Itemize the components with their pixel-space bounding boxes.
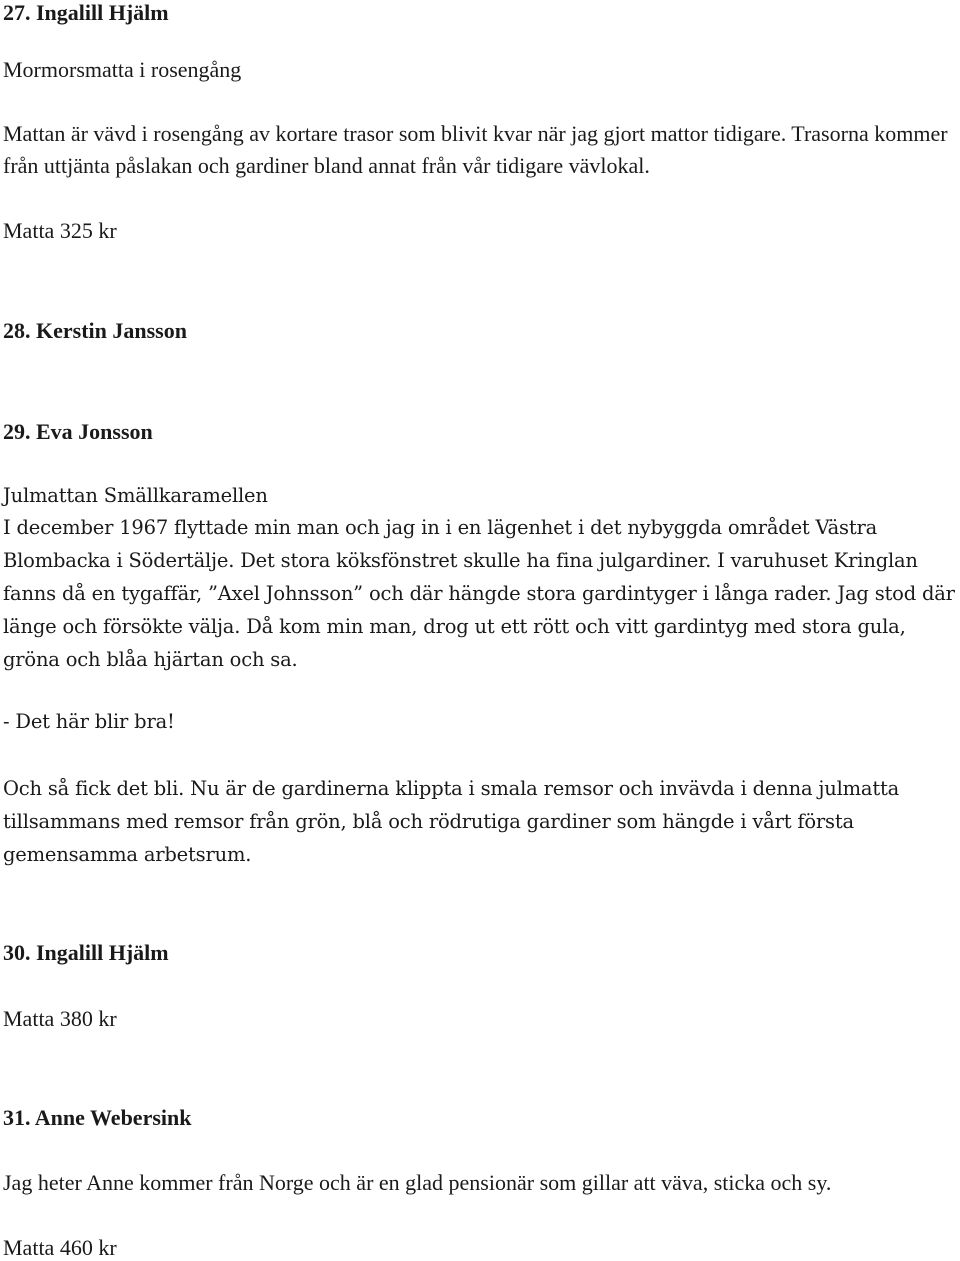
entry-29-title: Julmattan Smällkaramellen bbox=[3, 484, 268, 507]
entry-29-quote: - Det här blir bra! bbox=[3, 710, 175, 733]
entry-31-heading: 31. Anne Webersink bbox=[3, 1105, 192, 1130]
entry-29-heading: 29. Eva Jonsson bbox=[3, 419, 153, 444]
entry-30-heading: 30. Ingalill Hjälm bbox=[3, 940, 169, 965]
entry-27-price: Matta 325 kr bbox=[3, 218, 117, 243]
entry-30-price: Matta 380 kr bbox=[3, 1006, 117, 1031]
entry-31-text: Jag heter Anne kommer från Norge och är en glad pensionär som gillar att väva, sticka och sy. bbox=[3, 1170, 832, 1195]
entry-31-price: Matta 460 kr bbox=[3, 1235, 117, 1260]
entry-27-title: Mormorsmatta i rosengång bbox=[3, 57, 242, 82]
entry-28-heading: 28. Kerstin Jansson bbox=[3, 318, 187, 343]
entry-27-heading: 27. Ingalill Hjälm bbox=[3, 0, 169, 25]
entry-27-text: Mattan är vävd i rosengång av kortare trasor som blivit kvar när jag gjort mattor tidigare. Trasorna kommer från uttjänta påslakan och gardiner bland annat från vår tidigare vävlokal. bbox=[3, 121, 948, 178]
entry-29-text-2: Och så fick det bli. Nu är de gardinerna klippta i smala remsor och invävda i denna julmatta tillsammans med remsor från grön, blå och rödrutiga gardiner som hängde i vårt första gemensamma arbetsrum. bbox=[3, 777, 900, 866]
entry-29-text: I december 1967 flyttade min man och jag in i en lägenhet i det nybyggda området Västra Blombacka i Södertälje. Det stora köksfönstret skulle ha fina julgardiner. I varuhuset Kringlan fanns då en tygaffär, ”Axel Johnsson” och där hängde stora gardintyger i långa rader. Jag stod där länge och försökte välja. Då kom min man, drog ut ett rött och vitt gardintyg med stora gula, gröna och blåa hjärtan och sa. bbox=[3, 516, 955, 671]
